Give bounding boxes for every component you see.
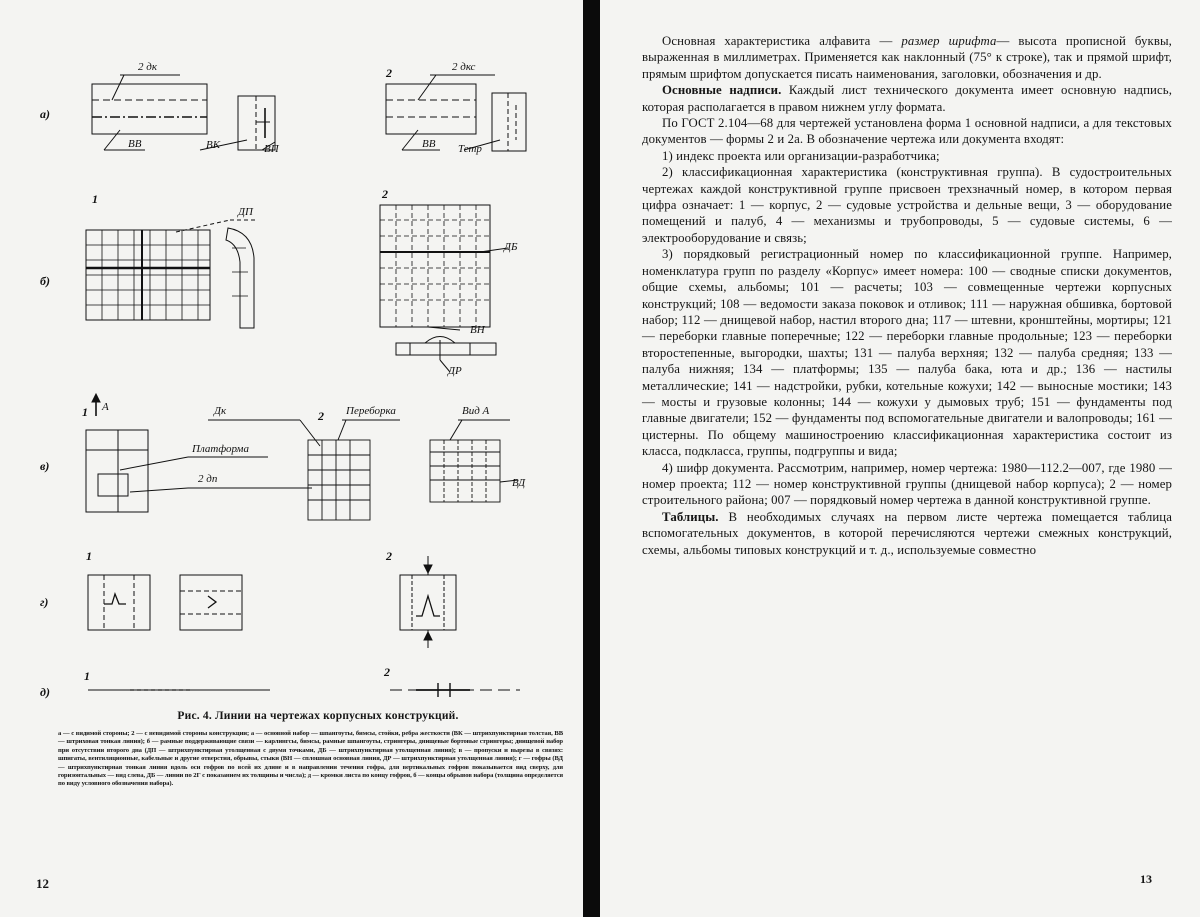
paragraph-tables [642, 509, 1172, 558]
book-gutter [583, 0, 600, 917]
label-vid-a: Вид А [462, 405, 490, 417]
row-d-num-1: 1 [84, 669, 90, 683]
left-page [0, 0, 583, 917]
figure-caption-title: Рис. 4. Линии на чертежах корпусных конструкций. [177, 710, 459, 722]
row-v-num-2: 2 [318, 409, 324, 423]
label-pereborka: Переборка [346, 405, 396, 417]
row-label-v: в) [40, 459, 50, 473]
list-item-1: 1) индекс проекта или организации-разработчика; [662, 148, 940, 163]
label-dp: ДП [238, 206, 253, 218]
list-item-2: 2) классификационная характеристика (конструктивная группа). В судостроительных чертежах каждой конструктивной группе присвоен трехзначный номер, в котором первая цифра означает: 1 — корпус, 2 — судовые устройства и дельные вещи, 3 — оборудование помещений и палуб, 4 — механизмы и трубопроводы, 5 — судовые системы, 6 — электрооборудование и связь; [642, 165, 1172, 245]
heading-main-inscriptions: Основные надписи. [662, 83, 782, 98]
row-a-num-2: 2 [386, 66, 392, 80]
paragraph-main-inscriptions [642, 82, 1172, 115]
list-item-4: 4) шифр документа. Рассмотрим, например, номер чертежа: 1980—112.2—007, где 1980 — номер проекта; 112 — номер конструктивной группы (днищевой набор корпуса); 2 — номер строительного района; 007 — порядковый номер чертежа в данной конструктивной группе. [642, 460, 1172, 508]
list-item-3: 3) порядковый регистрационный номер по классификационной группе. Например, номенклатура групп по разделу «Корпус» имеет номера: 100 — сводные списки документов, общие схемы, альбомы; 101 — расчеты; 103 — совмещенные чертежи корпусных конструкций; 108 — ведомости заказа поковок и отливок; 111 — наружная обшивка, бортовой набор; 112 — днищевой набор, настил второго дна; 117 — штевни, кронштейны, мортиры; 121 — переборки главные поперечные; 122 — переборки главные продольные; 123 — переборки второстепенные, выгородки, шахты; 131 — палуба верхняя; 132 — палуба средняя; 133 — палуба нижняя; 134 — платформы; 135 — палуба бака, юта и др.; 136 — настилы металлические; 141 — надстройки, рубки, котельные кожухи; 142 — выносные мостики; 143 — мосты и грузовые колонны; 144 — кожухи у дымовых труб; 151 — фундаменты под главные двигатели; 152 — фундаменты под вспомогательные двигатели и валопроводы; 161 — цистерны. По общему машиностроению классификационная характеристика состоит из класса, подкласса, группы, подгруппы и вида; [642, 247, 1172, 459]
right-page [600, 0, 1200, 917]
label-db: ДБ [504, 241, 518, 253]
row-d-num-2: 2 [384, 665, 390, 679]
row-b-num-1: 1 [92, 192, 98, 206]
page-number-right: 13 [1140, 872, 1152, 886]
figure-caption-legend: а — с видимой стороны; 2 — с невидимой стороны конструкции; а — основной набор — шпангоуты, бимсы, стойки, ребра жесткости (ВК — штрихпунктирная толстая, ВВ — штриховая тонкая линия); б — рамные поддерживающие связи — карлингсы, бимсы, рамные шпангоуты, стрингеры, днищевые бортовые стрингеры; днищевой набор при отсутствии второго дна (ДП — штрихпунктирная утолщенная с двумя точками, ДБ — штрихпунктирная утолщенная линия); в — пропуски и вырезы в связях: шпигаты, вентиляционные, кабельные и другие отверстия, обрывы, стыки (ВН — сплошная основная линия, ДР — штрихпунктирная утолщенная линия); г — гофры (ВД — штрихпунктирная тонкая линия вдоль оси гофров по всей их длине и в направлении течения гофра, для вертикальных гофров показывается вид сверху, для горизонтальных — вид слева, ДБ — линии по 2Г с показанием их толщины и числа); д — кромки листа по концу гофров, б — концы обрывов набора (толщина определяется по виду условного обозначения набора). [58, 730, 563, 788]
page-number-left: 12 [36, 876, 49, 891]
paragraph-alphabet [642, 33, 1172, 82]
row-g-num-2: 2 [386, 549, 392, 563]
label-2dk: 2 дк [138, 61, 157, 73]
heading-tables: Таблицы. [662, 509, 719, 524]
label-platforma: Платформа [192, 443, 249, 455]
label-vp: ВП [264, 143, 279, 155]
label-dr: ДР [448, 365, 462, 377]
label-a-mark: А [102, 401, 109, 413]
label-vk: ВК [206, 139, 221, 151]
label-vn: ВН [470, 324, 485, 336]
paragraph-tables-text: В необходимых случаях на первом листе чертежа помещается таблица вспомогательных документов, в которой перечисляются чертежи смежных конструкций, схемы, альбомы типовых конструкций и т. д., используемые совместно [642, 509, 1172, 557]
label-dk-v: Дк [214, 405, 227, 417]
body-text [642, 33, 1172, 558]
row-label-b: б) [40, 274, 50, 288]
term-font-size: размер шрифта [901, 34, 997, 48]
paragraph-gost: По ГОСТ 2.104—68 для чертежей установлена форма 1 основной надписи, а для текстовых документов — формы 2 и 2а. В обозначение чертежа или документа входят: [642, 116, 1172, 147]
row-g-num-1: 1 [86, 549, 92, 563]
row-label-g: г) [40, 595, 49, 609]
paragraph-alphabet-start: Основная характеристика алфавита — [662, 34, 893, 48]
row-label-d: д) [40, 685, 50, 699]
label-vd: ВД [512, 477, 526, 489]
row-label-a: а) [40, 107, 50, 121]
label-vv-a2: ВВ [422, 138, 436, 150]
row-v-num-1: 1 [82, 405, 88, 419]
label-tetr: Тетр [458, 143, 482, 155]
paragraph-main-inscriptions-text: Каждый лист технического документа имеет основную надпись, которая располагается в правом нижнем углу формата. [642, 83, 1172, 114]
paragraph-alphabet-rest: — высота прописной буквы, выраженная в миллиметрах. Применяется как наклонный (75° к строке), так и прямой шрифт, прямым шрифтом допускается писать наименования, заголовки, обозначения и др. [642, 34, 1172, 81]
label-2dp: 2 дп [198, 473, 218, 485]
row-b-num-2: 2 [382, 187, 388, 201]
label-vv-a: ВВ [128, 138, 142, 150]
label-2dks: 2 дкс [452, 61, 476, 73]
